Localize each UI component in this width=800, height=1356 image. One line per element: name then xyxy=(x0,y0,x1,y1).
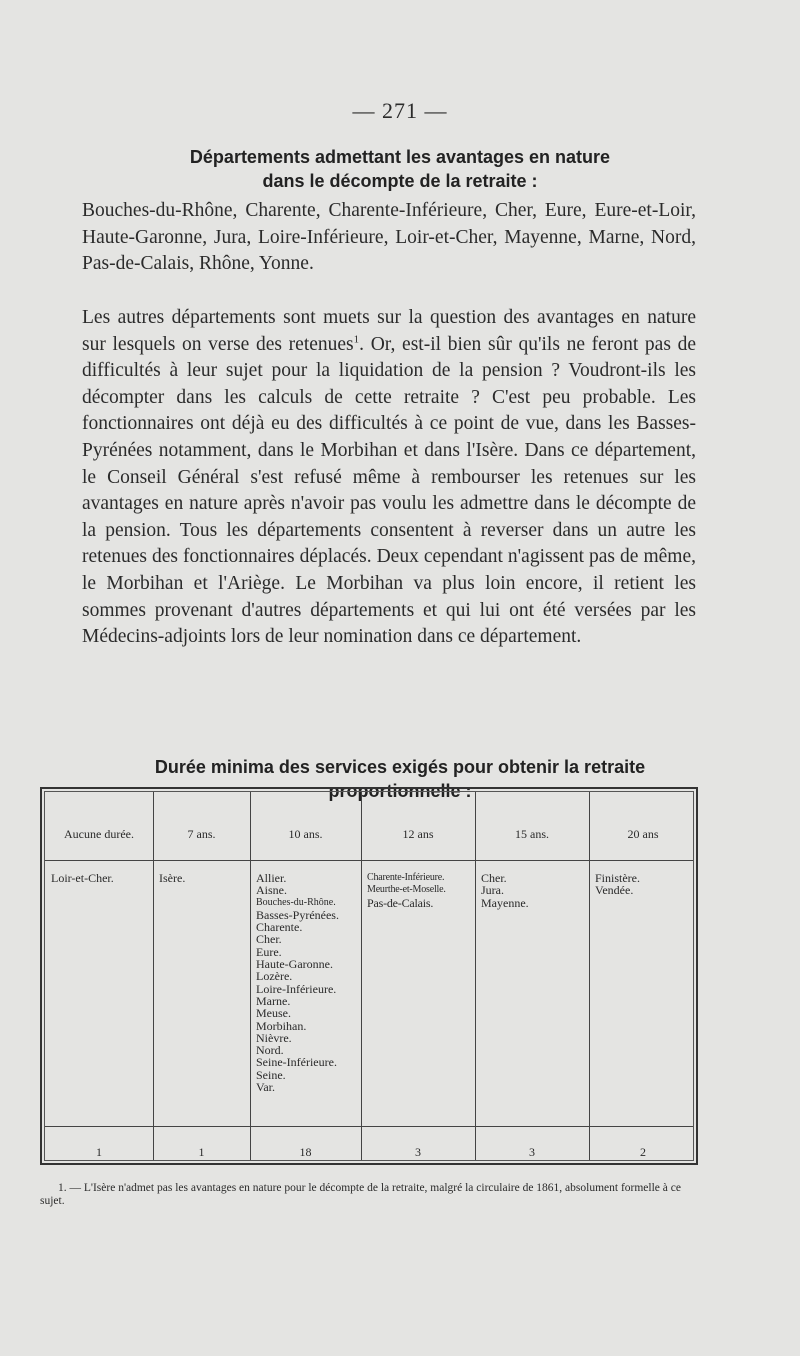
table-cell xyxy=(361,872,446,909)
heading-line: proportionnelle : xyxy=(328,781,472,801)
list-item: Charente. xyxy=(256,920,303,935)
list-item: Cher. xyxy=(481,871,507,885)
list-item: Meurthe-et-Moselle. xyxy=(367,884,446,896)
heading-line: dans le décompte de la retraite : xyxy=(262,171,538,191)
total-divider xyxy=(45,1126,693,1127)
column-total: 2 xyxy=(640,1145,646,1159)
list-item: Loir-et-Cher. xyxy=(51,871,114,885)
table-cell xyxy=(45,872,114,884)
column-header: Aucune durée. xyxy=(64,827,134,841)
header-divider xyxy=(45,860,693,861)
list-item: Isère. xyxy=(159,871,186,885)
column-total: 1 xyxy=(96,1145,102,1159)
paragraph-text: . Or, est-il bien sûr qu'ils ne feront pas de difficultés à leur sujet pour la liquidation de la pension ? Voudront-ils les décompter dans les calculs de cette retraite ? C'est peu probable. Les fonctionnaires ont déjà eu des difficultés à ce point de vue, dans les Basses-Pyrénées notamment, dans le Morbihan et dans l'Isère. Dans ce département, le Conseil Général s'est refusé même à rembourser les retenues sur les avantages en nature après n'avoir pas voulu les admettre dans le décompte de la pension. Tous les départements consentent à reverser dans un autre les retenues des fonctionnaires déplacés. Deux cependant n'agissent pas de même, le Morbihan et l'Ariège. Le Morbihan va plus loin encore, il retient les sommes provenant d'autres départements et qui lui ont été versées par les Médecins-adjoints lors de leur nomination dans ce département. xyxy=(82,333,696,648)
column-header: 20 ans xyxy=(627,827,659,841)
column-header: 12 ans xyxy=(402,827,434,841)
list-item: Cher. xyxy=(256,932,282,947)
column-header: 7 ans. xyxy=(187,827,216,841)
column-divider xyxy=(589,792,590,1160)
page-number: — 271 — xyxy=(352,98,448,123)
duration-table xyxy=(40,787,698,1165)
column-header: 10 ans. xyxy=(288,827,323,841)
list-item: Bouches-du-Rhône. xyxy=(256,896,336,908)
departments-paragraph: Bouches-du-Rhône, Charente, Charente-Inférieure, Cher, Eure, Eure-et-Loir, Haute-Garonne, Jura, Loire-Inférieure, Loir-et-Cher, Mayenne, Marne, Nord, Pas-de-Calais, Rhône, Yonne. xyxy=(82,200,696,275)
table-frame xyxy=(44,791,694,1161)
footnote-marker: 1 xyxy=(353,333,360,346)
list-item: Morbihan. xyxy=(256,1018,307,1033)
body-paragraph xyxy=(82,305,696,651)
list-item: Nord. xyxy=(256,1043,284,1058)
column-total: 3 xyxy=(529,1145,535,1159)
footnote: 1. — L'Isère n'admet pas les avantages en nature pour le décompte de la retraite, malgré la circulaire de 1861, absolument formelle à ce sujet. xyxy=(40,1182,681,1207)
heading-line: Départements admettant les avantages en nature xyxy=(189,147,611,167)
list-item: Pas-de-Calais. xyxy=(367,895,434,910)
column-total: 18 xyxy=(299,1145,312,1159)
column-divider xyxy=(361,792,362,1160)
list-item: Seine-Inférieure. xyxy=(256,1055,337,1070)
list-item: Vendée. xyxy=(595,883,634,898)
table-cell xyxy=(250,872,339,1093)
list-item: Eure. xyxy=(256,944,282,959)
column-total: 3 xyxy=(415,1145,421,1159)
column-header: 15 ans. xyxy=(515,827,549,841)
list-item: Aisne. xyxy=(256,883,287,898)
list-item: Haute-Garonne. xyxy=(256,957,333,972)
list-item: Marne. xyxy=(256,993,291,1008)
list-item: Meuse. xyxy=(256,1006,291,1021)
table-cell xyxy=(475,872,529,909)
list-item: Loire-Inférieure. xyxy=(256,981,337,996)
heading-line: Durée minima des services exigés pour obtenir la retraite xyxy=(154,757,646,777)
list-item: Var. xyxy=(256,1080,275,1095)
list-item: Nièvre. xyxy=(256,1030,292,1045)
list-item: Seine. xyxy=(256,1067,286,1082)
list-item: Charente-Inférieure. xyxy=(367,872,445,883)
column-divider xyxy=(475,792,476,1160)
list-item: Lozère. xyxy=(256,969,293,984)
list-item: Basses-Pyrénées. xyxy=(256,907,339,922)
list-item: Allier. xyxy=(256,871,287,885)
paragraph-text: Les autres départements sont muets sur la question des avantages en nature sur lesquels on verse des retenues xyxy=(82,307,696,355)
section-heading-benefits xyxy=(80,145,720,193)
list-item: Finistère. xyxy=(595,871,640,885)
list-item: Mayenne. xyxy=(481,895,529,910)
column-divider xyxy=(153,792,154,1160)
table-cell xyxy=(589,872,640,897)
list-item: Jura. xyxy=(481,883,504,898)
column-total: 1 xyxy=(198,1145,205,1159)
table-cell xyxy=(153,872,185,884)
